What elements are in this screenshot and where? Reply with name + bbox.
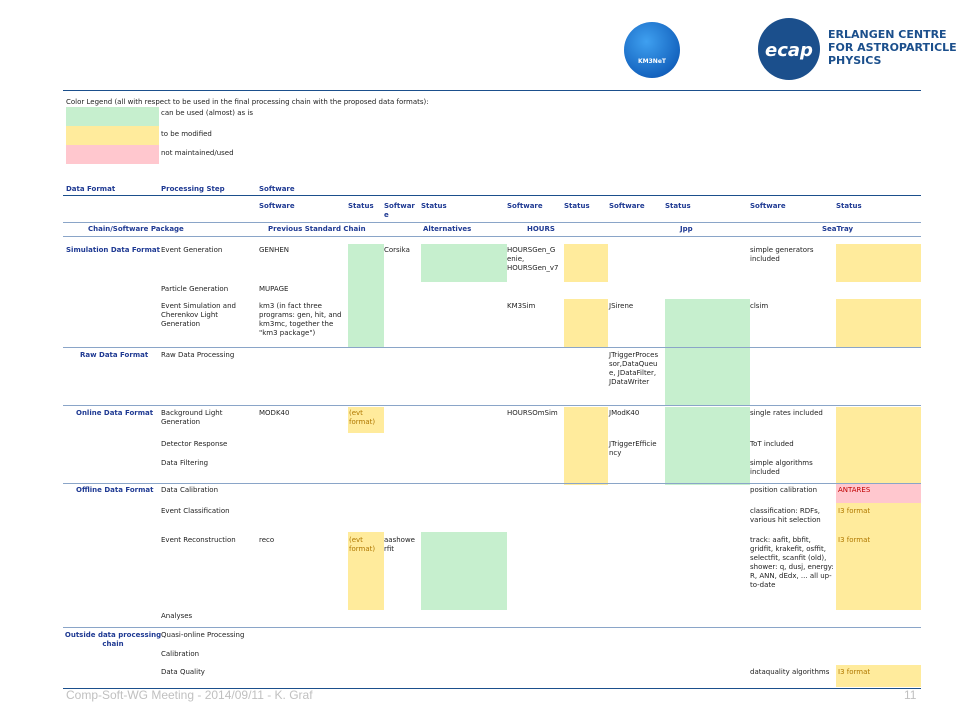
- group-outside: Outside data processing chain: [64, 631, 162, 648]
- status-jmodk40: [665, 407, 750, 485]
- cell-dataquality: dataquality algorithms: [750, 668, 830, 676]
- cell-pos-cal: position calibration: [750, 486, 817, 494]
- step-analyses: Analyses: [161, 612, 193, 620]
- step-data-calibration: Data Calibration: [161, 486, 219, 494]
- cell-hoursgen: HOURSGen_G enie, HOURSGen_v7: [507, 246, 559, 272]
- cell-clsim: clsim: [750, 302, 769, 310]
- status-mupage: [348, 282, 384, 299]
- header-processing-step: Processing Step: [161, 185, 225, 193]
- status-aashowerfit: [421, 532, 507, 610]
- chain-rule: [63, 236, 921, 237]
- cell-mupage: MUPAGE: [259, 285, 289, 293]
- step-particle-generation: Particle Generation: [161, 285, 229, 293]
- col-header-rule: [63, 222, 921, 223]
- cell-jtrigger: JTriggerProces sor,DataQueu e, JDataFilter, JDataWriter: [609, 351, 659, 386]
- page-number: 11: [904, 688, 917, 702]
- step-event-reconstruction: Event Reconstruction: [161, 536, 236, 544]
- chain-previous-standard: Previous Standard Chain: [268, 225, 366, 233]
- col-software-2: Softwar e: [384, 202, 415, 219]
- chain-seatray: SeaTray: [822, 225, 854, 233]
- header-data-format: Data Format: [66, 185, 116, 193]
- status-jtrigger: [665, 347, 750, 405]
- step-raw-data-processing: Raw Data Processing: [161, 351, 235, 359]
- cell-evt-format-1: (evt format): [349, 409, 376, 426]
- col-software-5: Software: [750, 202, 786, 210]
- col-status-5: Status: [836, 202, 862, 210]
- legend-green-label: can be used (almost) as is: [161, 109, 254, 117]
- cell-track: track: aafit, bbfit, gridfit, krakefit, osffit, selectfit, scanfit (old), shower: q, dusj, energy: R, ANN, dEdx, ... all up-to-date: [750, 536, 834, 589]
- status-jsirene: [665, 299, 750, 347]
- step-event-generation: Event Generation: [161, 246, 223, 254]
- km3net-logo-text: KM3NeT: [638, 58, 666, 65]
- cell-simple-gen: simple generators included: [750, 246, 814, 263]
- ecap-line-3: PHYSICS: [828, 54, 882, 67]
- status-hoursom: [564, 407, 608, 485]
- cell-classif: classification: RDFs, various hit selection: [750, 507, 821, 524]
- col-status-4: Status: [665, 202, 691, 210]
- ecap-logo: [758, 18, 820, 80]
- group-online: Online Data Format: [76, 409, 154, 417]
- cell-aashowerfit: aashowe rfit: [384, 536, 415, 553]
- cell-jmodk40: JModK40: [609, 409, 640, 417]
- col-status-1: Status: [348, 202, 374, 210]
- cell-reco: reco: [259, 536, 275, 544]
- status-simple-gen: [836, 244, 921, 282]
- cell-antares: ANTARES: [838, 486, 871, 494]
- cell-evt-format-2: (evt format): [349, 536, 376, 553]
- cell-tot: ToT included: [750, 440, 794, 448]
- chain-hours: HOURS: [527, 225, 555, 233]
- col-software-1: Software: [259, 202, 295, 210]
- status-single-rates: [836, 407, 921, 485]
- legend-yellow-label: to be modified: [161, 130, 212, 138]
- legend-green-swatch: [66, 107, 159, 126]
- chain-alternatives: Alternatives: [423, 225, 472, 233]
- group-offline: Offline Data Format: [76, 486, 154, 494]
- cell-jsirene: JSirene: [609, 302, 634, 310]
- status-km3: [348, 299, 384, 347]
- step-quasi-online: Quasi-online Processing: [161, 631, 245, 639]
- legend-title: Color Legend (all with respect to be used in the final processing chain with the proposed data formats):: [66, 98, 429, 106]
- header-rule: [63, 195, 921, 196]
- step-event-classification: Event Classification: [161, 507, 230, 515]
- ecap-logo-text: [828, 28, 957, 67]
- ecap-line-2: FOR ASTROPARTICLE: [828, 41, 957, 54]
- status-genhen: [348, 244, 384, 282]
- footer-text: Comp-Soft-WG Meeting - 2014/09/11 - K. Graf: [66, 688, 313, 702]
- ecap-line-1: ERLANGEN CENTRE: [828, 28, 947, 41]
- cell-km3: km3 (in fact three programs: gen, hit, and km3mc, together the "km3 package"): [259, 302, 342, 337]
- step-background-light: Background Light Generation: [161, 409, 223, 426]
- cell-i3format-1: I3 format: [838, 507, 871, 515]
- group-simulation: Simulation Data Format: [66, 246, 160, 254]
- rule-outside: [63, 627, 921, 628]
- step-calibration: Calibration: [161, 650, 200, 658]
- rule-raw: [63, 347, 921, 348]
- status-hoursgen: [564, 244, 608, 282]
- cell-simple-alg: simple algorithms included: [750, 459, 813, 476]
- chain-label: Chain/Software Package: [88, 225, 184, 233]
- step-data-filtering: Data Filtering: [161, 459, 209, 467]
- col-status-2: Status: [421, 202, 447, 210]
- legend-yellow-swatch: [66, 126, 159, 145]
- col-software-3: Software: [507, 202, 543, 210]
- cell-jtrig-eff: JTriggerEfficie ncy: [609, 440, 657, 457]
- cell-i3format-3: I3 format: [838, 668, 871, 676]
- group-raw: Raw Data Format: [80, 351, 149, 359]
- col-status-3: Status: [564, 202, 590, 210]
- header-divider: [63, 90, 921, 91]
- step-detector-response: Detector Response: [161, 440, 228, 448]
- km3net-logo: [624, 22, 680, 78]
- cell-single-rates: single rates included: [750, 409, 823, 417]
- chain-jpp: Jpp: [680, 225, 693, 233]
- ecap-logo-mark: ecap: [765, 40, 813, 61]
- status-km3sim: [564, 299, 608, 347]
- rule-offline: [63, 483, 921, 484]
- legend-pink-label: not maintained/used: [161, 149, 234, 157]
- cell-genhen: GENHEN: [259, 246, 290, 254]
- cell-corsika: Corsika: [384, 246, 410, 254]
- rule-online: [63, 405, 921, 406]
- step-data-quality: Data Quality: [161, 668, 205, 676]
- step-event-simulation: Event Simulation and Cherenkov Light Generation: [161, 302, 236, 328]
- col-software-4: Software: [609, 202, 645, 210]
- status-clsim: [836, 299, 921, 347]
- cell-km3sim: KM3Sim: [507, 302, 536, 310]
- cell-modk40: MODK40: [259, 409, 290, 417]
- legend-pink-swatch: [66, 145, 159, 164]
- cell-i3format-2: I3 format: [838, 536, 871, 544]
- cell-hoursom: HOURSOmSim: [507, 409, 558, 417]
- header-software: Software: [259, 185, 295, 193]
- status-corsika: [421, 244, 507, 282]
